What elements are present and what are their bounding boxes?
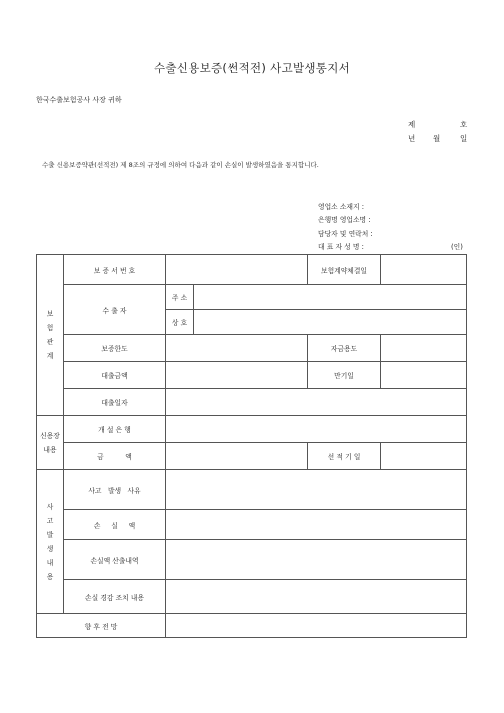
document-title: 수출신용보증(썬적전) 사고발생통지서 bbox=[153, 61, 351, 75]
loss-calc-field[interactable] bbox=[166, 540, 467, 580]
section-accident-label: 사 고 발 생 내 용 bbox=[37, 470, 64, 614]
company-label: 상 호 bbox=[166, 310, 194, 335]
guarantee-no-field[interactable] bbox=[166, 255, 308, 285]
loan-amount-field[interactable] bbox=[166, 362, 308, 389]
date-month: 월 bbox=[433, 134, 441, 143]
ship-deadline-field[interactable] bbox=[381, 443, 467, 470]
exporter-label: 수 출 자 bbox=[64, 285, 166, 335]
loan-date-label: 대출일자 bbox=[64, 389, 166, 416]
fund-use-field[interactable] bbox=[381, 335, 467, 362]
loan-amount-label: 대출금액 bbox=[64, 362, 166, 389]
section-insurance-label: 보 험 관 계 bbox=[37, 255, 64, 416]
accident-reason-field[interactable] bbox=[166, 470, 467, 510]
guarantee-no-label: 보 증 서 번 호 bbox=[64, 255, 166, 285]
guarantee-limit-field[interactable] bbox=[166, 335, 308, 362]
sender-contact: 담당자 및 연락처 : bbox=[318, 230, 373, 238]
seal-mark: (인) bbox=[451, 243, 463, 251]
company-field[interactable] bbox=[194, 310, 467, 335]
accident-reason-label: 사고 발생 사유 bbox=[64, 470, 166, 510]
outlook-field[interactable] bbox=[166, 614, 467, 638]
ship-deadline-label: 선 적 기 일 bbox=[308, 443, 381, 470]
number-suffix: 호 bbox=[460, 120, 468, 129]
amount-field[interactable] bbox=[166, 443, 308, 470]
date-year: 년 bbox=[408, 134, 416, 143]
contract-date-label: 보험계약체결일 bbox=[308, 255, 381, 285]
loss-reduction-field[interactable] bbox=[166, 580, 467, 614]
address-field[interactable] bbox=[194, 285, 467, 310]
section-credit-label: 신용장 내용 bbox=[37, 416, 64, 470]
loss-calc-label: 손실액 산출내역 bbox=[64, 540, 166, 580]
fund-use-label: 자금용도 bbox=[308, 335, 381, 362]
addressee: 한국수출보험공사 사장 귀하 bbox=[36, 96, 122, 104]
issuing-bank-field[interactable] bbox=[166, 416, 467, 443]
sender-office-address: 영업소 소재지 : bbox=[318, 203, 365, 211]
sender-bank-office: 은행명 영업소명 : bbox=[318, 216, 371, 224]
issuing-bank-label: 개 설 은 행 bbox=[64, 416, 166, 443]
address-label: 주 소 bbox=[166, 285, 194, 310]
intro-text: 수출 신용보증약관(선적전) 제 8조의 규정에 의하여 다음과 같이 손실이 발생하였음을 통지합니다. bbox=[42, 161, 319, 169]
contract-date-field[interactable] bbox=[381, 255, 467, 285]
loss-reduction-label: 손실 경감 조치 내용 bbox=[64, 580, 166, 614]
sender-representative: 대 표 자 성 명 : bbox=[318, 243, 364, 251]
outlook-label: 향 후 전 망 bbox=[37, 614, 166, 638]
loss-amount-field[interactable] bbox=[166, 510, 467, 540]
amount-label: 금 액 bbox=[64, 443, 166, 470]
date-day: 일 bbox=[460, 134, 468, 143]
notification-form-table bbox=[36, 254, 467, 638]
number-prefix: 제 bbox=[408, 120, 416, 129]
maturity-field[interactable] bbox=[381, 362, 467, 389]
maturity-label: 만기일 bbox=[308, 362, 381, 389]
loss-amount-label: 손 실 액 bbox=[64, 510, 166, 540]
guarantee-limit-label: 보증한도 bbox=[64, 335, 166, 362]
loan-date-field[interactable] bbox=[166, 389, 467, 416]
